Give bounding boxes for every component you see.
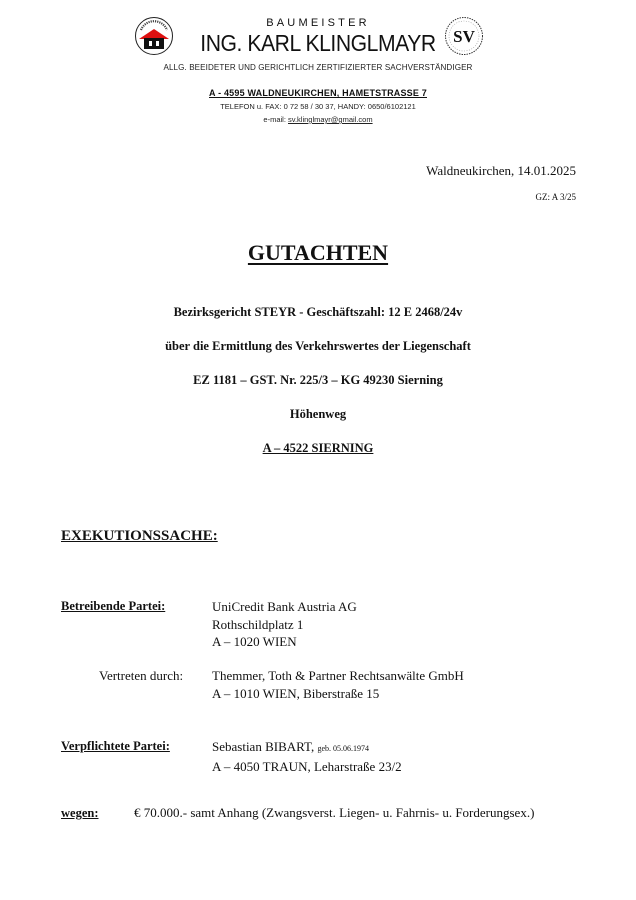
letterhead-address: A - 4595 WALDNEUKIRCHEN, HAMETSTRASSE 7 xyxy=(209,88,427,98)
defendant-label: Verpflichtete Partei: xyxy=(61,739,170,753)
email-link[interactable]: sv.klinglmayr@gmail.com xyxy=(288,115,373,124)
letterhead-title: BAUMEISTER xyxy=(266,17,370,29)
defendant-name-line xyxy=(212,738,402,758)
plaintiff-street: Rothschildplatz 1 xyxy=(212,616,304,632)
representative-address: A – 1010 WIEN, Biberstraße 15 xyxy=(212,685,380,701)
plaintiff-city: A – 1020 WIEN xyxy=(212,634,297,649)
representative-name: Themmer, Toth & Partner Rechtsanwälte GmbH xyxy=(212,668,464,683)
defendant-name: Sebastian BIBART, xyxy=(212,739,318,754)
reference-number: GZ: A 3/25 xyxy=(535,192,576,202)
property-line: EZ 1181 – GST. Nr. 225/3 – KG 49230 Sierning xyxy=(193,373,443,387)
letterhead-tagline: ALLG. BEEIDETER UND GERICHTLICH ZERTIFIZIERTER SACHVERSTÄNDIGER xyxy=(163,62,473,72)
defendant-address: A – 4050 TRAUN, Leharstraße 23/2 xyxy=(212,758,402,774)
reason-text: € 70.000.- samt Anhang (Zwangsverst. Liegen- u. Fahrnis- u. Forderungsex.) xyxy=(134,805,535,820)
letterhead-name: ING. KARL KLINGLMAYR xyxy=(200,30,436,56)
defendant-birthdate: geb. 05.06.1974 xyxy=(317,744,370,753)
street-line: Höhenweg xyxy=(289,407,347,421)
representative-label: Vertreten durch: xyxy=(99,668,184,683)
letterhead-phone: TELEFON u. FAX: 0 72 58 / 30 37, HANDY: 0650/6102121 xyxy=(220,102,416,111)
plaintiff-label: Betreibende Partei: xyxy=(61,599,166,613)
defendant-details xyxy=(212,738,402,775)
purpose-line: über die Ermittlung des Verkehrswertes der Liegenschaft xyxy=(165,339,471,353)
representative-details xyxy=(212,667,464,702)
document-title: GUTACHTEN xyxy=(247,240,389,265)
letterhead-email-line xyxy=(0,115,636,124)
place-date: Waldneukirchen, 14.01.2025 xyxy=(426,163,576,178)
section-heading-exekution: EXEKUTIONSSACHE: xyxy=(61,528,218,544)
plaintiff-details xyxy=(212,598,357,651)
svg-text:SV: SV xyxy=(453,27,475,46)
court-line: Bezirksgericht STEYR - Geschäftszahl: 12 E 2468/24v xyxy=(173,305,463,319)
reason-label: wegen: xyxy=(61,806,99,820)
plaintiff-name: UniCredit Bank Austria AG xyxy=(212,599,357,614)
email-label: e-mail: xyxy=(263,115,288,124)
location-line: A – 4522 SIERNING xyxy=(262,441,374,455)
